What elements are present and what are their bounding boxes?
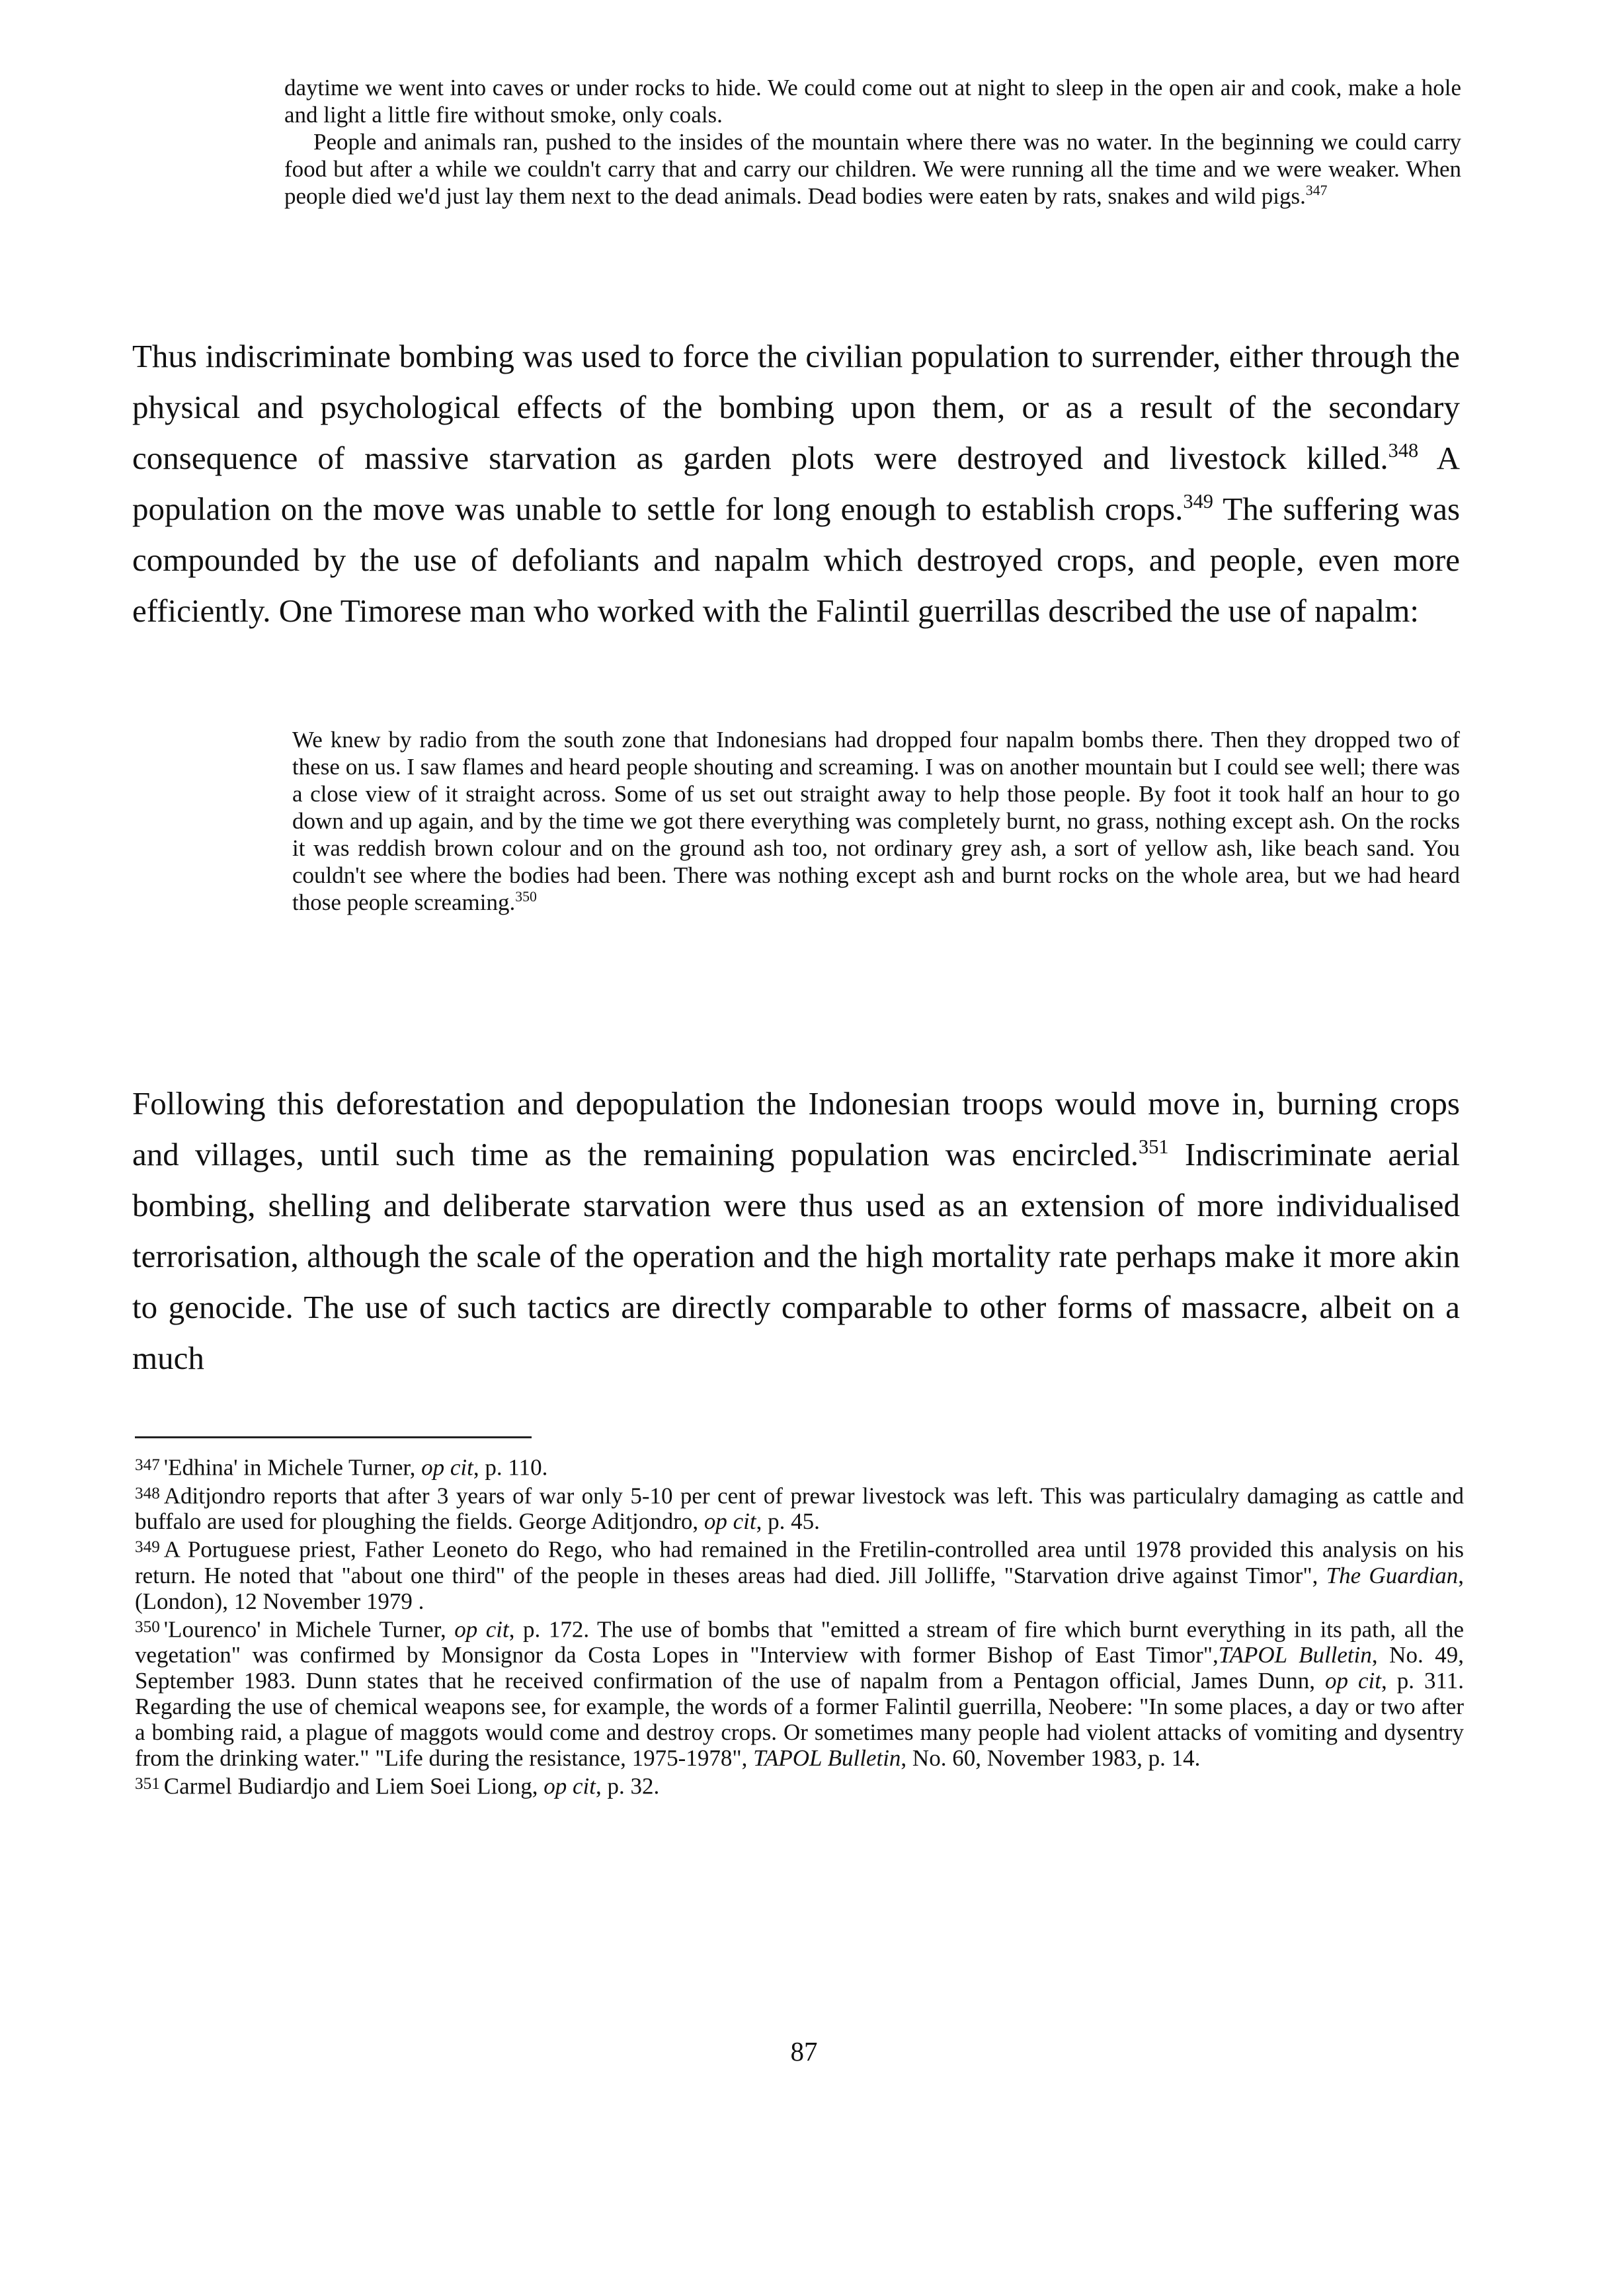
footnote-348: $^{348}$ Aditjondro reports that after 3 years of war only 5-10 per cent of prewar livestock was left. This was particulalry damaging as cattle and buffalo are used for ploughing the fields. George Aditjondro, op cit, p. 45. [135,1483,1464,1535]
footnote-ref-347: 347 [1305,182,1328,198]
footnote-349: $^{349}$ A Portuguese priest, Father Leoneto do Rego, who had remained in the Fretilin-controlled area until 1978 provided this analysis on his return. He noted that "about one third" of the people in theses areas had died. Jill Jolliffe, "Starvation drive against Timor", The Guardian, (London), 12 November 1979 . [135,1536,1464,1614]
block-quote-2 [292,726,1460,916]
footnote-ref-351: 351 [1139,1135,1169,1158]
footnote-350: $^{350}$ 'Lourenco' in Michele Turner, op cit, p. 172. The use of bombs that "emitted a stream of fire which burnt everything in its path, all the vegetation" was confirmed by Monsignor da Costa Lopes in "Interview with former Bishop of East Timor",TAPOL Bulletin, No. 49, September 1983. Dunn states that he received confirmation of the use of napalm from a Pentagon official, James Dunn, op cit, p. 311. Regarding the use of chemical weapons see, for example, the words of a former Falintil guerrilla, Neobere: "In some places, a day or two after a bombing raid, a plague of maggots would come and destroy crops. Or sometimes many people had violent attacks of vomiting and dysentry from the drinking water." "Life during the resistance, 1975-1978", TAPOL Bulletin, No. 60, November 1983, p. 14. [135,1616,1465,1772]
footnote-number: 351 [135,1775,160,1793]
paragraph-1-sentence-3: The suffering was compounded by the use of defoliants and napalm which destroyed crops, and people, even more efficiently. One Timorese man who worked with the Falintil guerrillas described the use of napalm: [132,491,1461,629]
footnote-number: 349 [135,1538,160,1557]
footnotes [135,1452,1464,1799]
footnote-351: $^{351}$ Carmel Budiardjo and Liem Soei Liong, op cit, p. 32. [135,1773,660,1799]
paragraph-1-sentence-1: Thus indiscriminate bombing was used to force the civilian population to surrender, either through the physical and psychological effects of the bombing upon them, or as a result of the secondary consequence of massive starvation as garden plots were destroyed and livestock killed. [132,338,1460,476]
body-paragraph-1 [132,331,1460,636]
paragraph-1-sentence-2: A population on the move was unable to settle for long enough to establish crops. [132,440,1460,527]
paragraph-2-sentence-1: Following this deforestation and depopulation the Indonesian troops would move in, burning crops and villages, until such time as the remaining population was encircled. [132,1085,1460,1172]
block-quote-1 [284,74,1461,210]
footnote-347: $^{347}$ 'Edhina' in Michele Turner, op cit, p. 110. [135,1454,548,1481]
footnote-number: 347 [135,1456,160,1474]
footnote-number: 348 [135,1484,160,1502]
footnote-ref-348: 348 [1388,438,1419,462]
footnote-divider [135,1436,532,1438]
footnote-number: 350 [135,1618,160,1636]
footnote-ref-349: 349 [1183,489,1213,512]
body-paragraph-2 [132,1078,1460,1383]
quote-2-text: We knew by radio from the south zone that Indonesians had dropped four napalm bombs there. Then they dropped two of these on us. I saw flames and heard people shouting and screaming. I was on another mountain but I could see well; there was a close view of it straight across. Some of us set out straight away to help those people. By foot it took half an hour to go down and up again, and by the time we got there everything was completely burnt, no grass, nothing except ash. On the rocks it was reddish brown colour and on the ground ash too, not ordinary grey ash, a sort of yellow ash, like beach sand. You couldn't see where the bodies had been. There was nothing except ash and burnt rocks on the whole area, but we had heard those people screaming. [292,727,1460,915]
paragraph-2-sentence-2: Indiscriminate aerial bombing, shelling and deliberate starvation were thus used as an extension of more individualised terrorisation, although the scale of the operation and the high mortality rate perhaps make it more akin to genocide. The use of such tactics are directly comparable to other forms of massacre, albeit on a much [132,1136,1460,1376]
page-number: 87 [790,2036,818,2067]
quote-1-line-2: People and animals ran, pushed to the insides of the mountain where there was no water. In the beginning we could carry food but after a while we couldn't carry that and carry our children. We were running all the time and we were weaker. When people died we'd just lay them next to the dead animals. Dead bodies were eaten by rats, snakes and wild pigs.$^{347}$ [284,129,1461,209]
footnote-ref-350: 350 [515,888,537,905]
quote-1-line-1: daytime we went into caves or under rocks to hide. We could come out at night to sleep in the open air and cook, make a hole and light a little fire without smoke, only coals. [284,75,1461,128]
